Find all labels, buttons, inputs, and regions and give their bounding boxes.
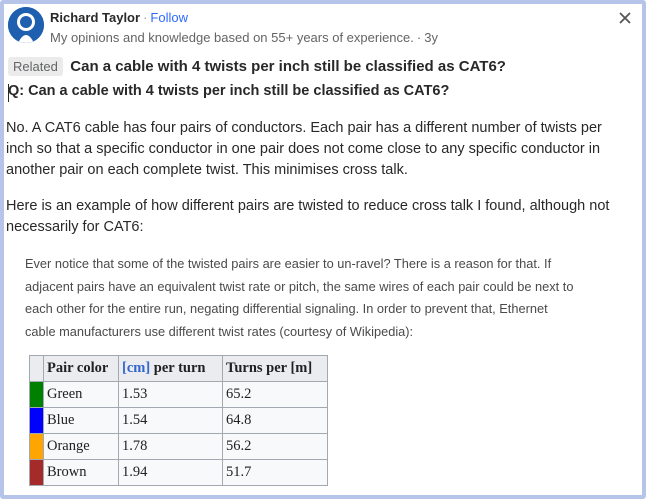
author-avatar[interactable] bbox=[8, 7, 44, 43]
answer-line: Here is an example of how different pairs are twisted to reduce cross talk I found, although not bbox=[6, 198, 610, 214]
author-credential: My opinions and knowledge based on 55+ years of experience. bbox=[50, 30, 414, 45]
answer-paragraph-1 bbox=[6, 118, 638, 181]
header-cm-suffix: per turn bbox=[150, 360, 206, 376]
pair-color-cell: Blue bbox=[44, 408, 119, 434]
header-pair-color: Pair color bbox=[44, 356, 119, 382]
profile-silhouette-icon bbox=[8, 7, 44, 43]
table-row bbox=[30, 460, 328, 486]
author-credential-line bbox=[50, 30, 438, 45]
quote-line: Ever notice that some of the twisted pairs are easier to un-ravel? There is a reason for that. If bbox=[25, 256, 552, 271]
quote-line: each other for the entire run, negating differential signaling. In order to prevent that, Ethernet bbox=[25, 301, 548, 316]
related-question-row bbox=[8, 57, 506, 76]
color-swatch bbox=[30, 408, 44, 434]
answer-paragraph-2 bbox=[6, 196, 638, 238]
cm-per-turn-cell: 1.78 bbox=[119, 434, 223, 460]
close-button[interactable] bbox=[616, 9, 634, 27]
close-icon bbox=[616, 9, 634, 27]
answer-line: No. A CAT6 cable has four pairs of conductors. Each pair has a different number of twists per bbox=[6, 120, 602, 136]
answer-line: inch so that a specific conductor in one pair does not come close to any specific conductor in bbox=[6, 141, 601, 157]
answer-line: another pair on each complete twist. This minimises cross talk. bbox=[6, 162, 408, 178]
answer-line: necessarily for CAT6: bbox=[6, 219, 144, 235]
color-swatch bbox=[30, 460, 44, 486]
cm-per-turn-cell: 1.53 bbox=[119, 382, 223, 408]
post-age[interactable]: 3y bbox=[424, 30, 438, 45]
related-question-link[interactable]: Can a cable with 4 twists per inch still be classified as CAT6? bbox=[70, 58, 506, 75]
author-line bbox=[50, 10, 188, 25]
separator-dot: · bbox=[416, 30, 422, 45]
turns-per-m-cell: 65.2 bbox=[223, 382, 328, 408]
turns-per-m-cell: 56.2 bbox=[223, 434, 328, 460]
author-name[interactable]: Richard Taylor bbox=[50, 10, 141, 25]
color-swatch bbox=[30, 434, 44, 460]
pair-color-cell: Green bbox=[44, 382, 119, 408]
table-row bbox=[30, 408, 328, 434]
quote-line: adjacent pairs have an equivalent twist rate or pitch, the same wires of each pair could be next to bbox=[25, 278, 574, 294]
swatch-header-cell bbox=[30, 356, 44, 382]
table-header-row bbox=[30, 356, 328, 382]
table-row bbox=[30, 434, 328, 460]
header-turns-per-m: Turns per [m] bbox=[223, 356, 328, 382]
pair-color-cell: Brown bbox=[44, 460, 119, 486]
quote-line: cable manufacturers use different twist rates (courtesy of Wikipedia): bbox=[25, 323, 414, 339]
table-row bbox=[30, 382, 328, 408]
pair-color-cell: Orange bbox=[44, 434, 119, 460]
quoted-excerpt bbox=[25, 253, 605, 343]
separator-dot: · bbox=[143, 10, 148, 25]
cm-link[interactable]: [cm] bbox=[122, 360, 151, 376]
header-cm-per-turn bbox=[119, 356, 223, 382]
color-swatch bbox=[30, 382, 44, 408]
quoted-question: Q: Can a cable with 4 twists per inch still be classified as CAT6? bbox=[8, 83, 450, 99]
turns-per-m-cell: 51.7 bbox=[223, 460, 328, 486]
cm-per-turn-cell: 1.94 bbox=[119, 460, 223, 486]
twist-rate-table bbox=[29, 355, 328, 486]
related-badge: Related bbox=[8, 57, 63, 76]
follow-button[interactable]: Follow bbox=[150, 10, 188, 25]
cm-per-turn-cell: 1.54 bbox=[119, 408, 223, 434]
turns-per-m-cell: 64.8 bbox=[223, 408, 328, 434]
